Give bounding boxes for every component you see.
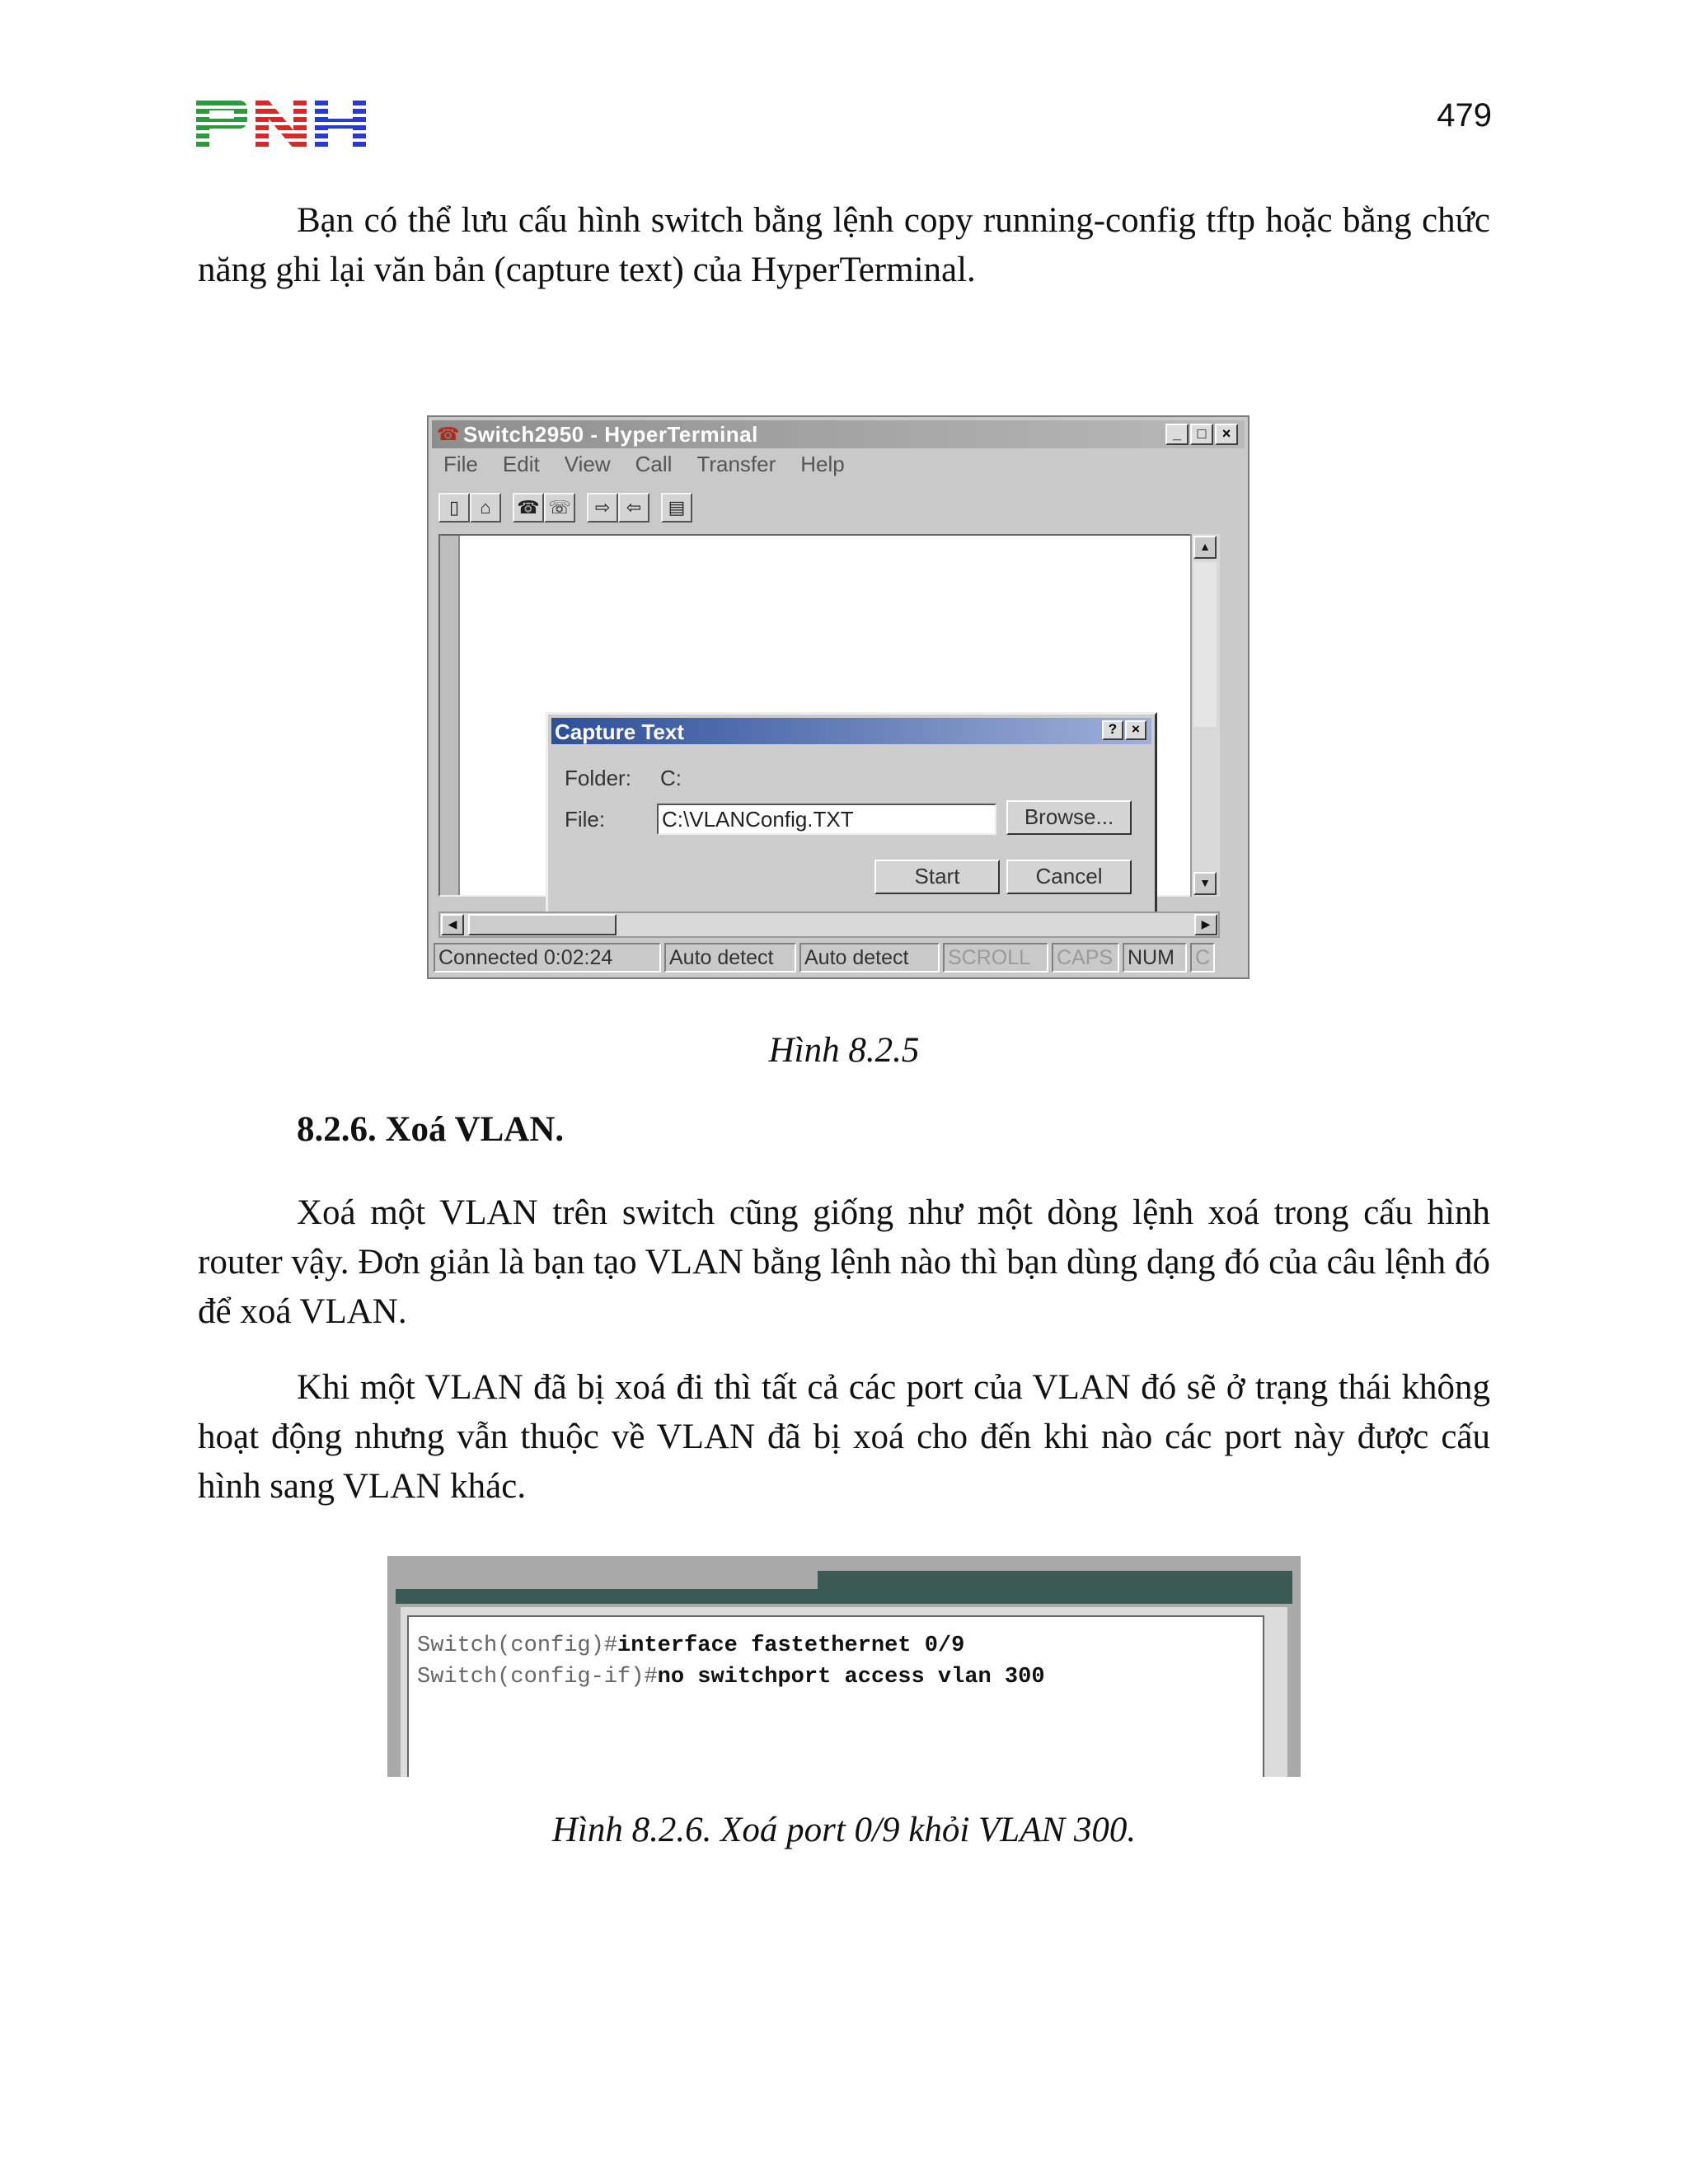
status-num: NUM bbox=[1123, 943, 1187, 972]
minimize-button[interactable]: _ bbox=[1165, 424, 1189, 445]
vertical-scrollbar[interactable] bbox=[1190, 534, 1220, 897]
console-screen bbox=[407, 1615, 1264, 1777]
figure1-caption: Hình 8.2.5 bbox=[768, 1031, 920, 1070]
status-auto-detect-1: Auto detect bbox=[664, 943, 796, 972]
file-input[interactable]: C:\VLANConfig.TXT bbox=[657, 804, 996, 835]
dialog-help-button[interactable]: ? bbox=[1102, 720, 1123, 740]
console-command: no switchport access vlan 300 bbox=[657, 1665, 1045, 1690]
toolbar bbox=[438, 493, 704, 523]
connect-icon[interactable]: ☎ bbox=[513, 493, 544, 523]
properties-icon[interactable]: ▤ bbox=[661, 493, 692, 523]
send-icon[interactable]: ⇨ bbox=[587, 493, 618, 523]
menu-view[interactable]: View bbox=[564, 452, 611, 476]
window-titlebar[interactable] bbox=[432, 420, 1245, 448]
console-prompt: Switch(config-if)# bbox=[417, 1665, 658, 1690]
menu-help[interactable]: Help bbox=[800, 452, 845, 476]
start-button[interactable]: Start bbox=[874, 860, 1000, 894]
vertical-scroll-thumb[interactable] bbox=[1193, 562, 1217, 727]
console-line bbox=[417, 1630, 1263, 1661]
hyperterminal-window bbox=[427, 415, 1250, 979]
logo-graphic bbox=[196, 101, 366, 148]
status-scroll: SCROLL bbox=[943, 943, 1048, 972]
paragraph-delete-vlan bbox=[198, 1188, 1490, 1337]
capture-text-dialog bbox=[546, 712, 1157, 918]
dialog-close-button[interactable]: × bbox=[1125, 720, 1146, 740]
paragraph-ports-inactive bbox=[198, 1363, 1490, 1511]
scroll-left-icon[interactable]: ◀ bbox=[441, 914, 464, 935]
dialog-titlebar[interactable] bbox=[551, 718, 1151, 744]
maximize-button[interactable]: □ bbox=[1190, 424, 1213, 445]
page-number: 479 bbox=[1437, 97, 1492, 134]
menu-bar bbox=[443, 452, 845, 477]
horizontal-scrollbar[interactable] bbox=[438, 912, 1220, 938]
paragraph-intro bbox=[198, 196, 1490, 295]
terminal-left-margin bbox=[440, 536, 460, 895]
folder-label: Folder: bbox=[565, 766, 631, 790]
window-title: Switch2950 - HyperTerminal bbox=[463, 421, 758, 447]
hyperterminal-app-icon: ☎ bbox=[437, 424, 460, 444]
console-header-bar bbox=[396, 1571, 1292, 1604]
scroll-right-icon[interactable]: ▶ bbox=[1194, 914, 1217, 935]
disconnect-icon[interactable]: ☏ bbox=[544, 493, 575, 523]
status-bar bbox=[434, 943, 1243, 974]
open-icon[interactable]: ⌂ bbox=[470, 493, 501, 523]
scroll-up-icon[interactable]: ▲ bbox=[1193, 536, 1217, 559]
menu-transfer[interactable]: Transfer bbox=[696, 452, 776, 476]
paragraph-ports-inactive-text: Khi một VLAN đã bị xoá đi thì tất cả các port của VLAN đó sẽ ở trạng thái không hoạt động nhưng vẫn thuộc về VLAN đã bị xoá cho đến khi nào các port này được cấu hình sang VLAN khác. bbox=[198, 1368, 1490, 1506]
console-command: interface fastethernet 0/9 bbox=[617, 1633, 965, 1658]
paragraph-intro-text: Bạn có thể lưu cấu hình switch bằng lệnh copy running-config tftp hoặc bằng chức năng ghi lại văn bản (capture text) của HyperTerminal. bbox=[198, 201, 1490, 289]
pnh-logo bbox=[196, 101, 366, 148]
dialog-title: Capture Text bbox=[555, 719, 684, 744]
console-line bbox=[417, 1661, 1263, 1693]
scroll-down-icon[interactable]: ▼ bbox=[1193, 872, 1217, 895]
section-heading: 8.2.6. Xoá VLAN. bbox=[297, 1110, 565, 1149]
new-icon[interactable]: ▯ bbox=[438, 493, 470, 523]
horizontal-scroll-thumb[interactable] bbox=[468, 914, 617, 935]
menu-call[interactable]: Call bbox=[635, 452, 673, 476]
terminal-area[interactable] bbox=[438, 534, 1220, 897]
status-capture: C bbox=[1190, 943, 1215, 972]
paragraph-delete-vlan-text: Xoá một VLAN trên switch cũng giống như một dòng lệnh xoá trong cấu hình router vậy. Đơn giản là bạn tạo VLAN bằng lệnh nào thì bạn dùng dạng đó của câu lệnh đó để xoá VLAN. bbox=[198, 1193, 1490, 1331]
file-label: File: bbox=[565, 807, 606, 832]
folder-value: C: bbox=[660, 766, 682, 790]
close-button[interactable]: × bbox=[1215, 424, 1238, 445]
menu-file[interactable]: File bbox=[443, 452, 478, 476]
figure2-caption: Hình 8.2.6. Xoá port 0/9 khỏi VLAN 300. bbox=[551, 1811, 1137, 1849]
receive-icon[interactable]: ⇦ bbox=[618, 493, 649, 523]
console-window bbox=[387, 1556, 1301, 1777]
status-caps: CAPS bbox=[1052, 943, 1119, 972]
status-auto-detect-2: Auto detect bbox=[799, 943, 940, 972]
status-connected: Connected 0:02:24 bbox=[434, 943, 661, 972]
console-prompt: Switch(config)# bbox=[417, 1633, 618, 1658]
browse-button[interactable]: Browse... bbox=[1006, 800, 1132, 835]
menu-edit[interactable]: Edit bbox=[502, 452, 540, 476]
console-tab bbox=[396, 1571, 818, 1589]
cancel-button[interactable]: Cancel bbox=[1006, 860, 1132, 894]
